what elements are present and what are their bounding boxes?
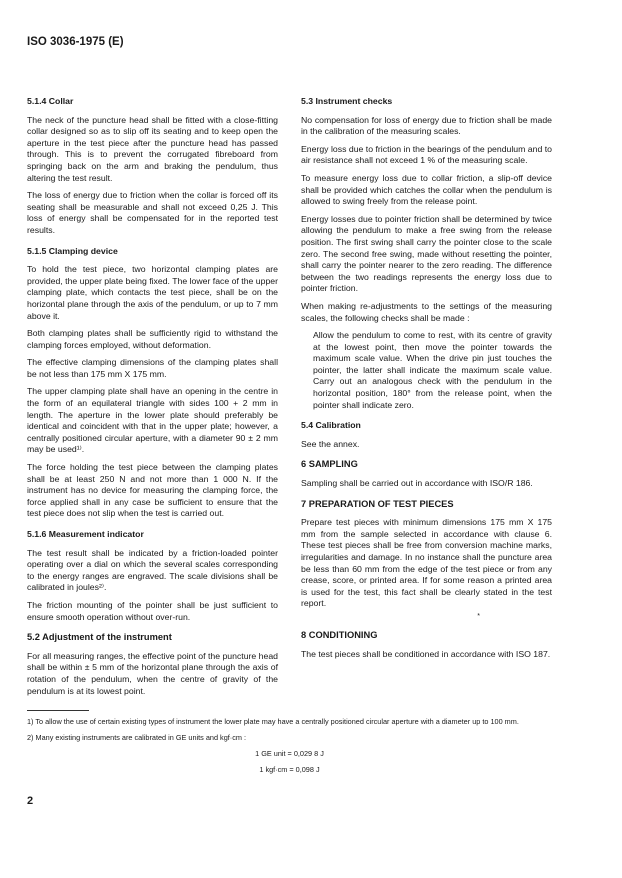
paragraph: The test pieces shall be conditioned in accordance with ISO 187. [301, 648, 551, 659]
section-heading: 5.1.4 Collar [27, 96, 74, 106]
page-number: 2 [27, 795, 34, 808]
paragraph: Energy loss due to friction in the bearings of the pendulum and to air resistance shall not exceed 1 % of the measuring scale. [301, 143, 552, 166]
document-header: ISO 3036-1975 (E) [27, 36, 124, 48]
section-heading: 8 CONDITIONING [301, 629, 378, 640]
asterisk-mark: * [477, 612, 480, 620]
paragraph: The friction mounting of the pointer shall be just sufficient to ensure smooth operation without over-run. [27, 599, 278, 622]
footnote-1: 1) To allow the use of certain existing types of instrument the lower plate may have a centrally positioned circular aperture with a diameter up to 100 mm. [27, 717, 519, 727]
section-heading: 6 SAMPLING [301, 459, 358, 470]
section-7 [301, 499, 552, 621]
section-5-1-4 [27, 96, 278, 237]
footnote-2: 2) Many existing instruments are calibrated in GE units and kgf·cm : [27, 733, 246, 743]
paragraph: The neck of the puncture head shall be fitted with a close-fitting collar designed so as to slip off its seating and to keep open the aperture in the test piece after the puncture head has passed through. This is to prevent the corrugated fibreboard from springing back on the arm and braking the pendulum, thus altering the test result. [27, 114, 278, 183]
paragraph: Prepare test pieces with minimum dimensions 175 mm X 175 mm from the sample selected in accordance with clause 6. These test pieces shall be free from conversion machine marks, irregularities and damage. In no instance shall the puncture area be less than 60 mm from the edge of the test piece or from any crease, score, or printed area. If for some reason a printed area is used for the test, this fact shall be clearly stated in the test report. [301, 517, 552, 609]
section-heading: 5.1.6 Measurement indicator [27, 529, 144, 539]
paragraph: For all measuring ranges, the effective point of the puncture head shall be within ± 5 mm of the horizontal plane through the axis of rotation of the pendulum, when the centre of gravity of the pendulum is at its lowest point. [27, 650, 278, 696]
indented-paragraph: Allow the pendulum to come to rest, with its centre of gravity at the lowest point, then move the pointer towards the maximum scale value. When the drive pin just touches the pointer, the latter shall indicate the maximum scale value. Carry out an analogous check with the pendulum in the horizontal position, 180° from the release point, when the pointer shall indicate zero. [313, 330, 552, 410]
paragraph: The upper clamping plate shall have an opening in the centre in the form of an equilateral triangle with sides 100 + 2 mm in length. The aperture in the lower plate should preferably be identical and coincident with that in the upper plate; however, a centrally positioned circular aperture, with a diameter 90 ± 2 mm may be used¹⁾. [27, 386, 278, 455]
equation: 1 GE unit = 0,029 8 J [255, 749, 324, 759]
right-column [301, 96, 552, 669]
section-5-4 [301, 420, 552, 450]
section-6 [301, 459, 552, 489]
paragraph: The effective clamping dimensions of the clamping plates shall be not less than 175 mm X 175 mm. [27, 357, 278, 379]
section-5-1-5 [27, 246, 278, 520]
paragraph: Sampling shall be carried out in accordance with ISO/R 186. [301, 478, 533, 489]
footnotes [27, 710, 552, 775]
paragraph: To measure energy loss due to collar friction, a slip-off device shall be provided which catches the collar when the pendulum is allowed to swing freely from the release point. [301, 172, 552, 207]
paragraph: When making re-adjustments to the settings of the measuring scales, the following checks shall be made : [301, 300, 552, 323]
paragraph: The loss of energy due to friction when the collar is forced off its seating shall be measurable and shall not exceed 0,25 J. This loss of energy shall be compensated for in the reported test results. [27, 190, 278, 235]
equation: 1 kgf·cm = 0,098 J [259, 765, 320, 775]
two-column-body [27, 96, 552, 706]
paragraph: The force holding the test piece between the clamping plates shall be at least 250 N and not more than 1 000 N. If the instrument has no device for measuring the clamping force, the force applied shall in any case be sufficient to ensure that the test piece does not slip when the test is carried out. [27, 462, 278, 519]
section-heading: 5.3 Instrument checks [301, 96, 393, 106]
section-heading: 5.1.5 Clamping device [27, 245, 118, 256]
paragraph: Both clamping plates shall be sufficiently rigid to withstand the clamping forces employed, without deformation. [27, 328, 278, 350]
footnote-separator [27, 710, 89, 711]
page-body [27, 96, 552, 807]
paragraph: See the annex. [301, 438, 360, 449]
paragraph: To hold the test piece, two horizontal clamping plates are provided, the upper plate being fixed. The lower face of the upper clamping plate, which contacts the test piece, shall be on the horizontal plane through the axis of the pendulum, or up to 7 mm above it. [27, 264, 278, 321]
section-8 [301, 630, 552, 660]
section-heading: 7 PREPARATION OF TEST PIECES [301, 498, 454, 509]
paragraph: Energy losses due to pointer friction shall be determined by twice allowing the pendulum to make a free swing from the release position. The first swing shall carry the pointer close to the scale zero. The second free swing, made without resetting the pointer, shall carry the pointer nearer to the zero reading. The difference between the two readings represents the energy loss due to pointer friction. [301, 213, 552, 294]
section-heading: 5.4 Calibration [301, 420, 361, 431]
paragraph: No compensation for loss of energy due to friction shall be made in the calibration of the measuring scales. [301, 114, 552, 137]
section-heading: 5.2 Adjustment of the instrument [27, 632, 172, 643]
section-5-2 [27, 632, 278, 697]
paragraph: The test result shall be indicated by a friction-loaded pointer operating over a dial on which the several scales corresponding to the energy ranges are engraved. The scale divisions shall be calibrated in joules²⁾. [27, 547, 278, 593]
section-5-1-6 [27, 529, 278, 623]
section-5-3 [301, 96, 552, 411]
left-column [27, 96, 278, 706]
